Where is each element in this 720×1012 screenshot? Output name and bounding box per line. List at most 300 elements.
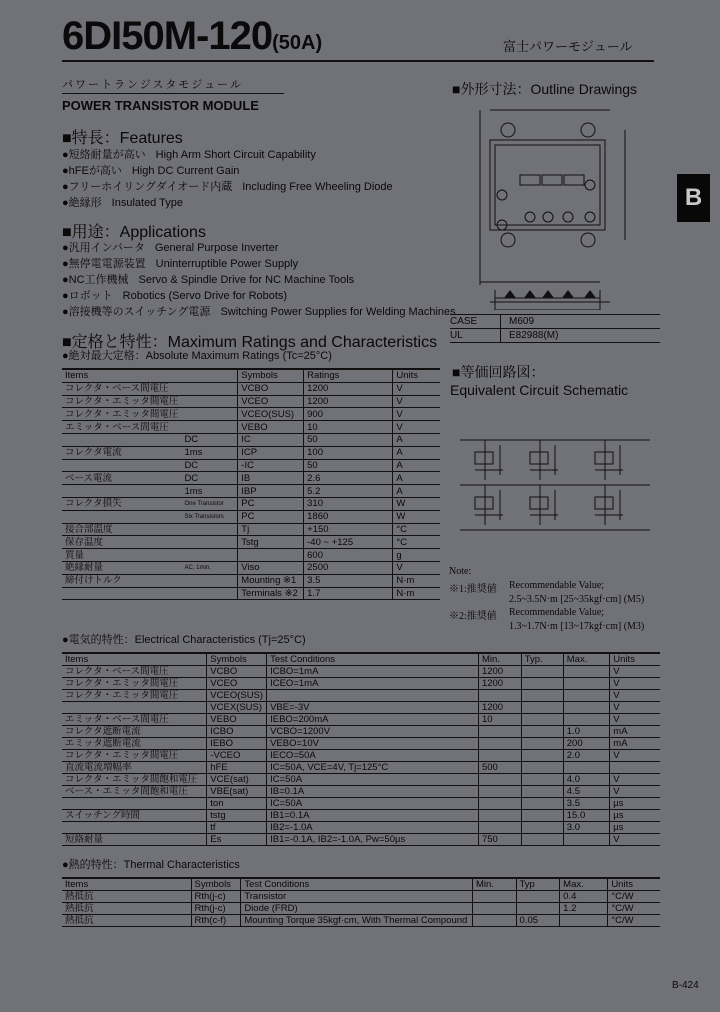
table-cell [478, 786, 521, 798]
table-cell: IEBO [207, 738, 267, 750]
table-cell: A [393, 446, 440, 459]
column-header: Max. [560, 878, 608, 891]
table-cell: 0.05 [516, 915, 560, 927]
table-cell: 保存温度 [62, 536, 181, 549]
list-item [62, 256, 456, 272]
table-cell [181, 421, 237, 434]
table-cell [478, 798, 521, 810]
page-number: B-424 [672, 980, 699, 991]
column-header: Typ [516, 878, 560, 891]
item-en: High DC Current Gain [131, 165, 240, 177]
table-cell: 600 [304, 549, 393, 562]
table-cell: 直流電流増幅率 [62, 762, 207, 774]
table-cell: VCEO [238, 395, 304, 408]
ul-label: UL [450, 329, 501, 342]
table-cell: IB1=-0.1A, IB2=-1.0A, Pw=50µs [267, 834, 479, 846]
table-cell [521, 750, 563, 762]
item-en: Uninterruptible Power Supply [155, 258, 299, 270]
table-cell [473, 915, 517, 927]
table-cell: VEBO [207, 714, 267, 726]
table-cell: 1200 [304, 395, 393, 408]
table-cell: VCEO(SUS) [207, 690, 267, 702]
table-cell: 1200 [478, 666, 521, 678]
table-cell: -IC [238, 459, 304, 472]
table-cell [521, 702, 563, 714]
table-row [62, 714, 660, 726]
column-header [181, 369, 237, 382]
column-header: Units [608, 878, 660, 891]
title-rule [62, 60, 654, 62]
table-cell [560, 915, 608, 927]
table-cell: AC, 1min. [181, 561, 237, 574]
table-cell: 1ms [181, 446, 237, 459]
table-cell: 1200 [478, 702, 521, 714]
jp-subtitle: パワートランジスタモジュール [62, 79, 243, 91]
features-title: ■特長：Features [62, 130, 183, 147]
table-cell [563, 762, 610, 774]
list-item [62, 240, 456, 256]
table-row [62, 915, 660, 927]
table-cell [473, 903, 517, 915]
table-row [62, 834, 660, 846]
table-cell [473, 891, 517, 903]
table-cell: IEBO=200mA [267, 714, 479, 726]
table-cell: コレクタ損失 [62, 497, 181, 510]
table-cell: 1.2 [560, 903, 608, 915]
table-cell: W [393, 510, 440, 523]
features-list [62, 147, 393, 211]
list-item [62, 272, 456, 288]
table-row [62, 561, 440, 574]
table-cell: 短絡耐量 [62, 834, 207, 846]
table-cell [62, 485, 181, 498]
table-cell [521, 726, 563, 738]
table-cell [181, 587, 237, 600]
item-jp: ●NC工作機械 [62, 274, 129, 286]
table-cell: g [393, 549, 440, 562]
table-cell: 500 [478, 762, 521, 774]
table-cell: V [610, 702, 660, 714]
column-header: Items [62, 653, 207, 666]
table-cell: 締付けトルク [62, 574, 181, 587]
table-cell: V [610, 678, 660, 690]
table-cell [516, 891, 560, 903]
table-row [62, 726, 660, 738]
column-header: Max. [563, 653, 610, 666]
table-cell: 750 [478, 834, 521, 846]
table-cell: Rth(c-f) [191, 915, 241, 927]
table-cell: IC [238, 433, 304, 446]
table-cell: コレクタ・エミッタ間電圧 [62, 395, 181, 408]
table-cell: エミッタ・ベース間電圧 [62, 421, 181, 434]
table-row [62, 810, 660, 822]
table-cell: コレクタ遮断電流 [62, 726, 207, 738]
table-cell: IB1=0.1A [267, 810, 479, 822]
table-cell [181, 408, 237, 421]
table-cell: 4.5 [563, 786, 610, 798]
table-cell: VBE=-3V [267, 702, 479, 714]
list-item [62, 288, 456, 304]
table-cell: ICBO=1mA [267, 666, 479, 678]
table-cell [62, 822, 207, 834]
notes-title: Note: [449, 566, 472, 577]
table-cell: 3.5 [563, 798, 610, 810]
table-cell: 2.0 [563, 750, 610, 762]
section-tab: B [677, 174, 710, 222]
table-cell: V [393, 421, 440, 434]
table-cell: 310 [304, 497, 393, 510]
table-row [62, 678, 660, 690]
table-cell: ICBO [207, 726, 267, 738]
table-cell: 1860 [304, 510, 393, 523]
table-cell: ICP [238, 446, 304, 459]
table-row [62, 738, 660, 750]
table-cell: コレクタ・ベース間電圧 [62, 666, 207, 678]
table-cell [62, 510, 181, 523]
table-cell [521, 666, 563, 678]
table-cell [478, 690, 521, 702]
case-value: M609 [509, 316, 535, 327]
table-cell: °C/W [608, 891, 660, 903]
table-cell: Mounting ※1 [238, 574, 304, 587]
table-cell: 1200 [304, 382, 393, 395]
table-cell: VEBO [238, 421, 304, 434]
note2-text: Recommendable Value; [509, 607, 605, 618]
list-item [62, 147, 393, 163]
table-cell: コレクタ・エミッタ間飽和電圧 [62, 774, 207, 786]
table-cell [181, 536, 237, 549]
table-row [62, 574, 440, 587]
column-header: Symbols [238, 369, 304, 382]
table-row [62, 762, 660, 774]
table-cell [478, 774, 521, 786]
circuit-title-jp: ■等価回路図： [452, 364, 545, 380]
table-cell: 質量 [62, 549, 181, 562]
table-header-row [62, 653, 660, 666]
table-row [62, 408, 440, 421]
en-subtitle: POWER TRANSISTOR MODULE [62, 98, 259, 113]
table-row [62, 822, 660, 834]
table-cell: IC=50A [267, 774, 479, 786]
table-cell: PC [238, 510, 304, 523]
abs-max-title: ●絶対最大定格：Absolute Maximum Ratings (Tc=25°C) [62, 350, 332, 362]
table-row [62, 750, 660, 762]
table-cell: VCE(sat) [207, 774, 267, 786]
item-en: General Purpose Inverter [154, 242, 279, 254]
table-cell: IC=50A, VCE=4V, Tj=125°C [267, 762, 479, 774]
table-cell: Rth(j-c) [191, 891, 241, 903]
item-jp: ●フリーホイリングダイオード内蔵 [62, 181, 233, 193]
table-cell: Tj [238, 523, 304, 536]
table-cell [563, 678, 610, 690]
table-cell: A [393, 472, 440, 485]
table-row [62, 786, 660, 798]
table-header-row [62, 878, 660, 891]
table-cell: Mounting Torque 35kgf·cm, With Thermal Compound [241, 915, 473, 927]
table-cell: °C/W [608, 903, 660, 915]
table-cell: °C [393, 523, 440, 536]
table-cell: µs [610, 798, 660, 810]
table-cell: Transistor [241, 891, 473, 903]
list-item [62, 304, 456, 320]
table-row [62, 510, 440, 523]
table-cell: 2.6 [304, 472, 393, 485]
table-cell [521, 762, 563, 774]
column-header: Min. [473, 878, 517, 891]
table-row [62, 702, 660, 714]
table-cell: 200 [563, 738, 610, 750]
table-cell: IB2=-1.0A [267, 822, 479, 834]
table-cell [181, 395, 237, 408]
table-row [62, 433, 440, 446]
item-en: Including Free Wheeling Diode [242, 181, 393, 193]
product-title [62, 14, 322, 65]
table-cell: mA [610, 726, 660, 738]
table-cell [563, 714, 610, 726]
note1-value: 2.5~3.5N·m [25~35kgf·cm] (M5) [509, 594, 645, 605]
table-row [62, 774, 660, 786]
table-cell [521, 810, 563, 822]
item-jp: ●hFEが高い [62, 165, 122, 177]
table-cell: V [393, 561, 440, 574]
table-cell: 50 [304, 433, 393, 446]
table-cell: VCEO(SUS) [238, 408, 304, 421]
table-row [62, 472, 440, 485]
table-cell: 10 [478, 714, 521, 726]
table-cell [62, 702, 207, 714]
column-header: Ratings [304, 369, 393, 382]
column-header: Units [610, 653, 660, 666]
thermal-table [62, 877, 660, 927]
table-cell: 1.7 [304, 587, 393, 600]
table-cell: tstg [207, 810, 267, 822]
table-row [62, 549, 440, 562]
column-header: Min. [478, 653, 521, 666]
table-cell: Viso [238, 561, 304, 574]
table-cell: V [610, 666, 660, 678]
table-row [62, 446, 440, 459]
table-cell [181, 382, 237, 395]
table-cell [62, 433, 181, 446]
table-cell [181, 549, 237, 562]
table-cell: IB=0.1A [267, 786, 479, 798]
item-en: Switching Power Supplies for Welding Machines [220, 306, 456, 318]
current-rating: (50A) [272, 32, 323, 54]
table-cell: Tstg [238, 536, 304, 549]
table-cell [563, 702, 610, 714]
table-cell: IECO=50A [267, 750, 479, 762]
table-cell: N·m [393, 574, 440, 587]
table-cell: V [610, 786, 660, 798]
table-cell: Terminals ※2 [238, 587, 304, 600]
table-cell: V [610, 750, 660, 762]
column-header: Symbols [207, 653, 267, 666]
table-cell [181, 574, 237, 587]
table-cell: エミッタ・ベース間電圧 [62, 714, 207, 726]
table-cell [478, 822, 521, 834]
table-cell: 10 [304, 421, 393, 434]
table-cell: スイッチング時間 [62, 810, 207, 822]
table-cell: -VCEO [207, 750, 267, 762]
outline-drawing [450, 100, 665, 310]
note2-value: 1.3~1.7N·m [13~17kgf·cm] (M3) [509, 621, 645, 632]
case-label: CASE [450, 315, 501, 328]
table-cell: V [393, 408, 440, 421]
table-cell [563, 690, 610, 702]
column-header: Items [62, 878, 191, 891]
electrical-title: ●電気的特性：Electrical Characteristics (Tj=25°C) [62, 634, 306, 646]
table-cell [478, 750, 521, 762]
table-cell: 900 [304, 408, 393, 421]
table-cell: 1.0 [563, 726, 610, 738]
note1-label: ※1:推奨値 [449, 584, 497, 595]
table-cell [478, 738, 521, 750]
table-cell: PC [238, 497, 304, 510]
table-cell: VCBO [207, 666, 267, 678]
table-cell: Six Transistors [181, 510, 237, 523]
note1-text: Recommendable Value; [509, 580, 605, 591]
table-row [62, 382, 440, 395]
table-cell: W [393, 497, 440, 510]
table-cell: コレクタ・エミッタ間電圧 [62, 408, 181, 421]
table-cell: VCBO=1200V [267, 726, 479, 738]
equivalent-circuit-schematic [455, 430, 655, 540]
table-row [62, 587, 440, 600]
table-cell [521, 714, 563, 726]
table-cell: V [610, 834, 660, 846]
table-cell: コレクタ・エミッタ間電圧 [62, 690, 207, 702]
table-cell: 熱抵抗 [62, 891, 191, 903]
table-cell: DC [181, 433, 237, 446]
column-header: Units [393, 369, 440, 382]
item-jp: ●絶縁形 [62, 197, 102, 209]
table-cell [563, 834, 610, 846]
table-row [62, 798, 660, 810]
item-jp: ●短絡耐量が高い [62, 149, 146, 161]
table-cell: A [393, 485, 440, 498]
table-cell: A [393, 459, 440, 472]
table-cell [478, 726, 521, 738]
table-cell [521, 738, 563, 750]
table-cell [610, 762, 660, 774]
table-cell [478, 810, 521, 822]
table-cell [238, 549, 304, 562]
table-cell: 100 [304, 446, 393, 459]
table-cell: One Transistor [181, 497, 237, 510]
table-cell: DC [181, 459, 237, 472]
table-cell: 2500 [304, 561, 393, 574]
table-cell: ton [207, 798, 267, 810]
table-cell: µs [610, 822, 660, 834]
table-row [62, 666, 660, 678]
table-cell [521, 834, 563, 846]
list-item [62, 195, 393, 211]
table-row [62, 523, 440, 536]
case-info-table [450, 314, 660, 343]
table-cell: 50 [304, 459, 393, 472]
table-cell: IC=50A [267, 798, 479, 810]
table-cell: hFE [207, 762, 267, 774]
table-cell: コレクタ・ベース間電圧 [62, 382, 181, 395]
table-cell: +150 [304, 523, 393, 536]
table-row [62, 690, 660, 702]
table-cell: VCBO [238, 382, 304, 395]
table-row [62, 421, 440, 434]
table-cell: 3.0 [563, 822, 610, 834]
table-row [62, 395, 440, 408]
column-header: Test Conditions [267, 653, 479, 666]
table-cell: コレクタ・エミッタ間電圧 [62, 678, 207, 690]
column-header: Typ. [521, 653, 563, 666]
table-cell: VEBO=10V [267, 738, 479, 750]
table-row [62, 536, 440, 549]
table-cell: Es [207, 834, 267, 846]
table-cell: Diode (FRD) [241, 903, 473, 915]
table-cell [521, 798, 563, 810]
item-jp: ●溶接機等のスイッチング電源 [62, 306, 211, 318]
table-cell: 0.4 [560, 891, 608, 903]
table-cell: ベース・エミッタ間飽和電圧 [62, 786, 207, 798]
table-cell: DC [181, 472, 237, 485]
table-cell: IB [238, 472, 304, 485]
table-cell: N·m [393, 587, 440, 600]
table-cell: 5.2 [304, 485, 393, 498]
table-cell: コレクタ・エミッタ間電圧 [62, 750, 207, 762]
table-cell: 1200 [478, 678, 521, 690]
table-cell: 3.5 [304, 574, 393, 587]
thermal-title: ●熱的特性：Thermal Characteristics [62, 859, 240, 871]
applications-title: ■用途：Applications [62, 224, 206, 241]
table-cell: エミッタ遮断電流 [62, 738, 207, 750]
model-number: 6DI50M-120 [62, 14, 273, 58]
table-cell [521, 678, 563, 690]
table-cell [521, 774, 563, 786]
table-cell: mA [610, 738, 660, 750]
table-cell: 15.0 [563, 810, 610, 822]
table-cell: 熱抵抗 [62, 915, 191, 927]
circuit-title-en: Equivalent Circuit Schematic [450, 382, 629, 398]
table-cell: VBE(sat) [207, 786, 267, 798]
list-item [62, 163, 393, 179]
item-en: Robotics (Servo Drive for Robots) [122, 290, 288, 302]
table-cell: 絶縁耐量 [62, 561, 181, 574]
table-cell [267, 690, 479, 702]
subtitle-rule [62, 93, 284, 94]
table-row [62, 891, 660, 903]
table-cell [521, 786, 563, 798]
ratings-title: ■定格と特性：Maximum Ratings and Characteristics [62, 334, 438, 351]
table-cell: V [610, 714, 660, 726]
item-en: Servo & Spindle Drive for NC Machine Tools [138, 274, 355, 286]
table-cell [62, 587, 181, 600]
table-cell: コレクタ電流 [62, 446, 181, 459]
table-row [62, 485, 440, 498]
table-cell [521, 690, 563, 702]
table-cell [563, 666, 610, 678]
item-en: Insulated Type [111, 197, 184, 209]
table-cell: VCEX(SUS) [207, 702, 267, 714]
table-cell [62, 798, 207, 810]
table-cell: tf [207, 822, 267, 834]
table-cell: ICEO=1mA [267, 678, 479, 690]
table-row [62, 497, 440, 510]
applications-list [62, 240, 456, 320]
table-cell [516, 903, 560, 915]
maker-label: 富士パワーモジュール [503, 39, 633, 54]
table-cell: 接合部温度 [62, 523, 181, 536]
ul-value: E82988(M) [509, 330, 559, 341]
table-cell: IBP [238, 485, 304, 498]
